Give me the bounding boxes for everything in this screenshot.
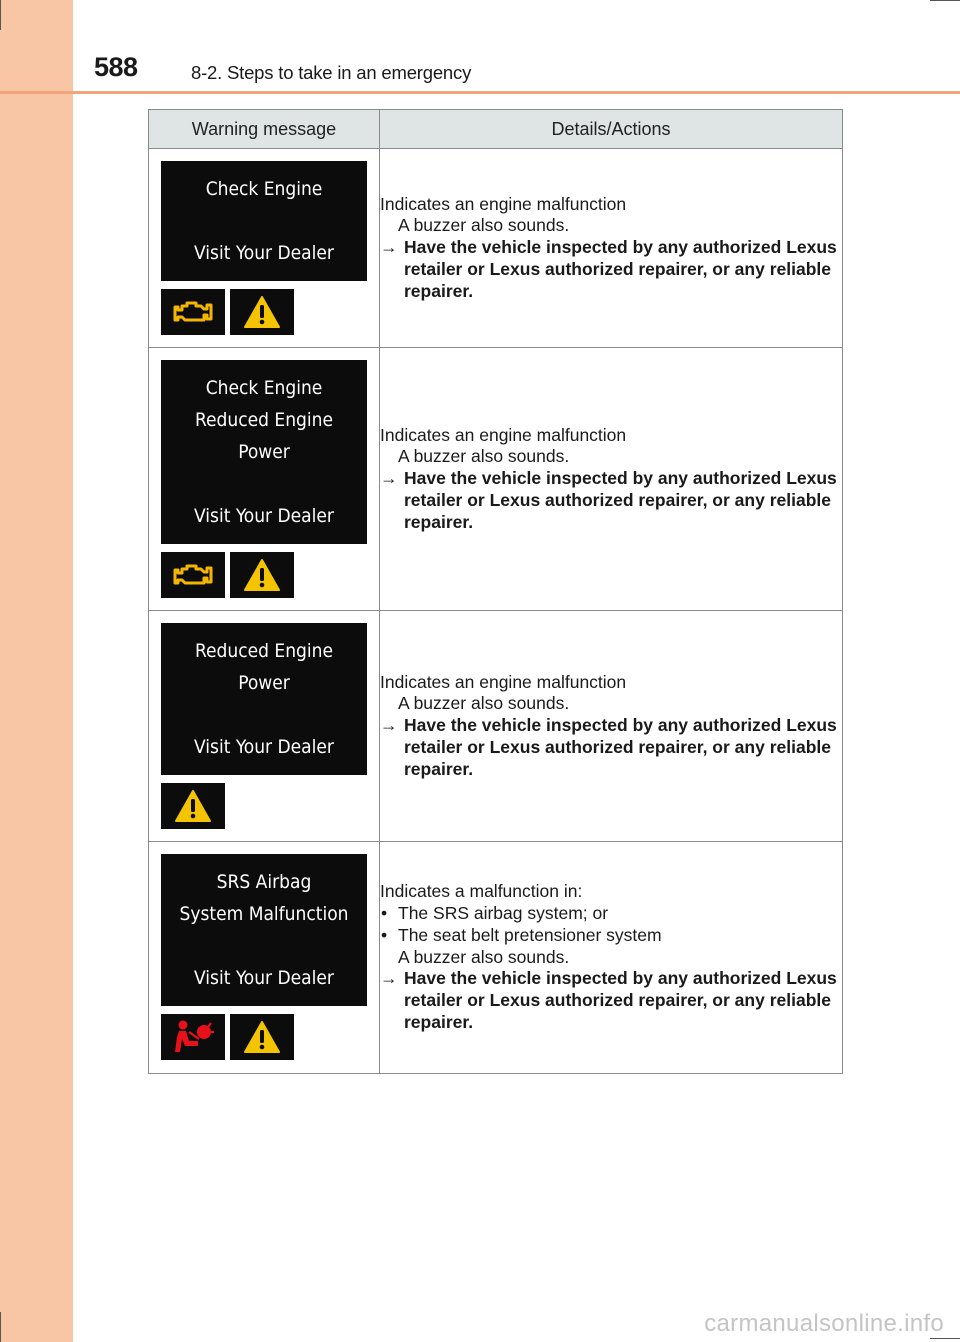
screen-line: Visit Your Dealer [194, 967, 334, 989]
warning-triangle-icon [161, 783, 225, 829]
action-label: Have the vehicle inspected by any authorized Lexus retailer or Lexus authorized repairer, or any reliable repairer. [404, 715, 837, 779]
bullet-item [380, 925, 842, 947]
crop-mark [930, 1338, 960, 1339]
bullet-text: The seat belt pretensioner system [398, 924, 662, 945]
screen-line: Check Engine [205, 178, 323, 200]
table-row [149, 149, 843, 348]
warning-triangle-icon [230, 1014, 294, 1060]
warning-table [148, 109, 843, 1074]
buzzer-note: A buzzer also sounds. [398, 693, 570, 714]
engine-icon [161, 552, 225, 598]
warning-message-cell [149, 149, 380, 348]
warning-lights [161, 289, 379, 335]
screen-line [161, 930, 367, 962]
arrow-icon: → [380, 237, 398, 258]
warning-lights [161, 1014, 379, 1060]
action-text [380, 237, 842, 302]
crop-mark [0, 1312, 1, 1342]
screen-line [161, 468, 367, 500]
screen-line [161, 205, 367, 237]
screen-line: System Malfunction [179, 903, 349, 925]
warning-lights [161, 783, 379, 829]
display-screen [161, 623, 367, 775]
side-color-strip [0, 0, 73, 1342]
screen-line: Power [238, 672, 290, 694]
warning-message-cell [149, 842, 380, 1074]
display-screen [161, 854, 367, 1006]
details-intro: Indicates an engine malfunction [380, 671, 627, 692]
action-text [380, 968, 842, 1033]
details-intro: Indicates a malfunction in: [380, 881, 583, 902]
section-title: 8-2. Steps to take in an emergency [191, 62, 472, 83]
bullet-item [380, 903, 842, 925]
crop-mark [0, 0, 1, 30]
column-header-warning: Warning message [149, 110, 380, 149]
warning-lights [161, 552, 379, 598]
screen-line: SRS Airbag [216, 871, 312, 893]
warning-triangle-icon [230, 289, 294, 335]
screen-line: Visit Your Dealer [194, 736, 334, 758]
action-label: Have the vehicle inspected by any authorized Lexus retailer or Lexus authorized repairer, or any reliable repairer. [404, 968, 837, 1032]
bullet-icon: • [381, 924, 388, 945]
srs-airbag-icon [161, 1014, 225, 1060]
details-cell [380, 842, 843, 1074]
details-cell [380, 611, 843, 842]
page-number: 588 [94, 52, 138, 82]
details-intro: Indicates an engine malfunction [380, 193, 627, 214]
arrow-icon: → [380, 468, 398, 489]
buzzer-note: A buzzer also sounds. [398, 215, 570, 236]
details-cell [380, 149, 843, 348]
bullet-icon: • [381, 903, 388, 923]
screen-line: Visit Your Dealer [194, 242, 334, 264]
table-row [149, 348, 843, 611]
action-label: Have the vehicle inspected by any authorized Lexus retailer or Lexus authorized repairer, or any reliable repairer. [404, 237, 837, 301]
details-cell [380, 348, 843, 611]
arrow-icon: → [380, 968, 398, 989]
details-intro: Indicates an engine malfunction [380, 424, 627, 445]
screen-line: Check Engine [205, 377, 323, 399]
screen-line: Reduced Engine [194, 640, 334, 662]
table-header-row [149, 110, 843, 149]
warning-message-cell [149, 611, 380, 842]
buzzer-note: A buzzer also sounds. [398, 946, 570, 967]
action-text [380, 715, 842, 780]
screen-line: Reduced Engine [194, 409, 334, 431]
action-text [380, 468, 842, 533]
display-screen [161, 360, 367, 544]
table-row [149, 611, 843, 842]
arrow-icon: → [380, 715, 398, 736]
watermark: carmanualsonline.info [704, 1310, 944, 1337]
screen-line [161, 699, 367, 731]
bullet-text: The SRS airbag system; or [398, 903, 609, 923]
warning-triangle-icon [230, 552, 294, 598]
crop-mark [930, 0, 960, 1]
buzzer-note: A buzzer also sounds. [398, 446, 570, 467]
action-label: Have the vehicle inspected by any authorized Lexus retailer or Lexus authorized repairer, or any reliable repairer. [404, 468, 837, 532]
warning-message-cell [149, 348, 380, 611]
table-row [149, 842, 843, 1074]
display-screen [161, 161, 367, 281]
engine-icon [161, 289, 225, 335]
header-rule [0, 91, 960, 94]
column-header-details: Details/Actions [380, 110, 843, 149]
screen-line: Visit Your Dealer [194, 505, 334, 527]
screen-line: Power [238, 441, 290, 463]
